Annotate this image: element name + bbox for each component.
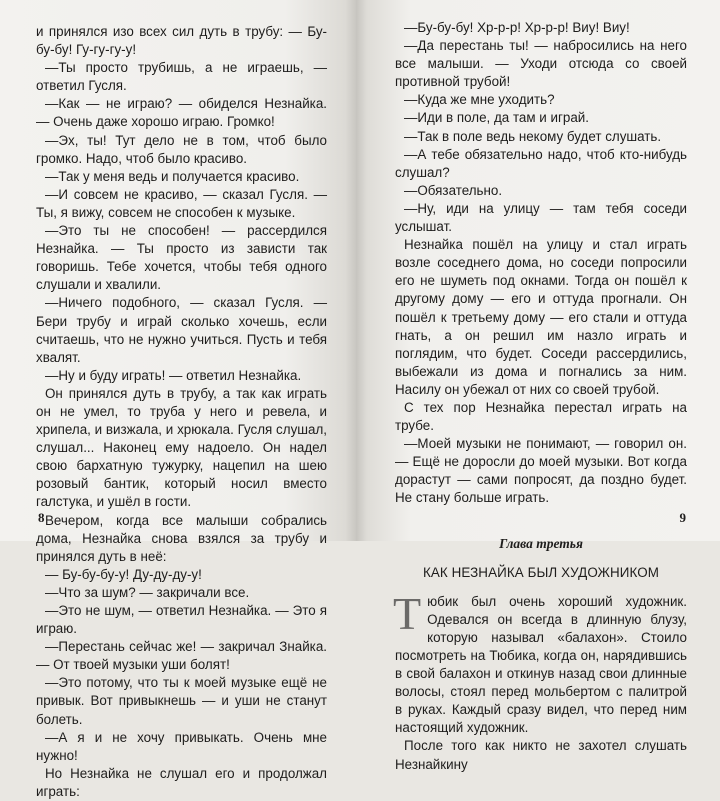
paragraph: —А тебе обязательно надо, чтоб кто-нибудь слушал?: [395, 146, 687, 180]
page-number-right: 9: [679, 510, 686, 525]
paragraph: —Ну, иди на улицу — там тебя соседи услышат.: [395, 200, 687, 235]
paragraph: —Так в поле ведь некому будет слушать.: [404, 128, 662, 144]
paragraph: —Это не шум, — ответил Незнайка. — Это я играю.: [36, 603, 327, 637]
right-page: [356, 0, 720, 772]
paragraph: —И совсем не красиво, — сказал Гусля. — Ты, я вижу, совсем не способен к музыке.: [36, 186, 327, 220]
paragraph: —А я и не хочу привыкать. Очень мне нужно!: [36, 729, 327, 763]
paragraph: Но Незнайка не слушал его и продолжал играть:: [36, 765, 327, 799]
left-page: [0, 0, 356, 799]
paragraph: —Так у меня ведь и получается красиво.: [45, 168, 300, 184]
paragraph: —Моей музыки не понимают, — говорил он. — Ещё не доросли до моей музыки. Вот когда дорастут — сами попросят, да поздно будет. Не стану больше играть.: [395, 436, 687, 506]
paragraph: После того как никто не захотел слушать Незнайкину: [395, 738, 687, 772]
paragraph: —Как — не играю? — обиделся Незнайка. — Очень даже хорошо играю. Громко!: [36, 96, 327, 130]
left-page-text: [36, 23, 327, 801]
chapter-label: Глава третья: [499, 535, 583, 551]
paragraph-body: юбик был очень хороший художник. Одевался он всегда в длинную блузу, которую называл «балахон». Стоило посмотреть на Тюбика, когда он, нарядившись в свой балахон и откинув назад свои длинные волосы, стоял перед мольбертом с палитрой в руках. Каждый сразу видел, что перед ним настоящий художник.: [395, 593, 687, 736]
right-page-text: [395, 19, 687, 774]
paragraph: —Да перестань ты! — набросились на него все малыши. — Уходи отсюда со своей противной трубой!: [395, 38, 687, 90]
paragraph: —Что за шум? — закричали все.: [45, 584, 250, 600]
paragraph: С тех пор Незнайка перестал играть на трубе.: [395, 399, 687, 434]
paragraph: —Бу-бу-бу! Хр-р-р! Хр-р-р! Виу! Виу!: [404, 20, 630, 35]
paragraph: и принялся изо всех сил дуть в трубу: — Бу-бу-бу! Гу-гу-гу-у!: [36, 24, 327, 58]
paragraph: —Ничего подобного, — сказал Гусля. — Бери трубу и играй сколько хочешь, если считаешь, что не нужно учиться. Пусть и тебя хвалят.: [36, 295, 327, 365]
paragraph: —Куда же мне уходить?: [404, 92, 555, 108]
chapter-opening-paragraph: [393, 587, 687, 738]
paragraph: Незнайка пошёл на улицу и стал играть возле соседнего дома, но соседи попросили его не шуметь под окнами. Тогда он пошёл к другому дому — его и оттуда прогнали. Он пошёл к третьему дому — его стали и оттуда гнать, а он решил им назло играть и поглядим, что будет. Соседи рассердились, выбежали из дома и погнались за ним. Насилу он убежал от них со своей трубой.: [395, 237, 687, 397]
paragraph: —Иди в поле, да там и играй.: [404, 110, 589, 126]
paragraph: —Эх, ты! Тут дело не в том, чтоб было громко. Надо, чтоб было красиво.: [36, 132, 327, 166]
drop-cap-letter: Т: [393, 587, 422, 639]
paragraph: Он принялся дуть в трубу, а так как играть он не умел, то труба у него и ревела, и хрипела, и визжала, и хрюкала. Гусля слушал, слушал... Наконец ему надоело. Он надел свою бархатную тужурку, нацепил на шею розовый бантик, который носил вместо галстука, и ушёл в гости.: [36, 385, 327, 510]
page-number-left: 8: [38, 510, 45, 525]
chapter-title: КАК НЕЗНАЙКА БЫЛ ХУДОЖНИКОМ: [422, 564, 660, 580]
paragraph: —Обязательно.: [404, 182, 503, 198]
paragraph: —Перестань сейчас же! — закричал Знайка. — От твоей музыки уши болят!: [36, 639, 327, 673]
paragraph: —Это ты не способен! — рассердился Незнайка. — Ты просто из зависти так говоришь. Тебе хочется, чтобы тебя одного слушали и хвалили.: [36, 223, 327, 293]
paragraph: Вечером, когда все малыши собрались дома, Незнайка снова взялся за трубу и принялся дуть в неё:: [36, 512, 327, 564]
paragraph: —Ну и буду играть! — ответил Незнайка.: [45, 367, 302, 383]
paragraph: —Это потому, что ты к моей музыке ещё не привык. Вот привыкнешь — и уши не станут болеть.: [36, 675, 327, 727]
paragraph: — Бу-бу-бу-у! Ду-ду-ду-у!: [45, 566, 202, 582]
paragraph: —Ты просто трубишь, а не играешь, — ответил Гусля.: [36, 60, 327, 94]
